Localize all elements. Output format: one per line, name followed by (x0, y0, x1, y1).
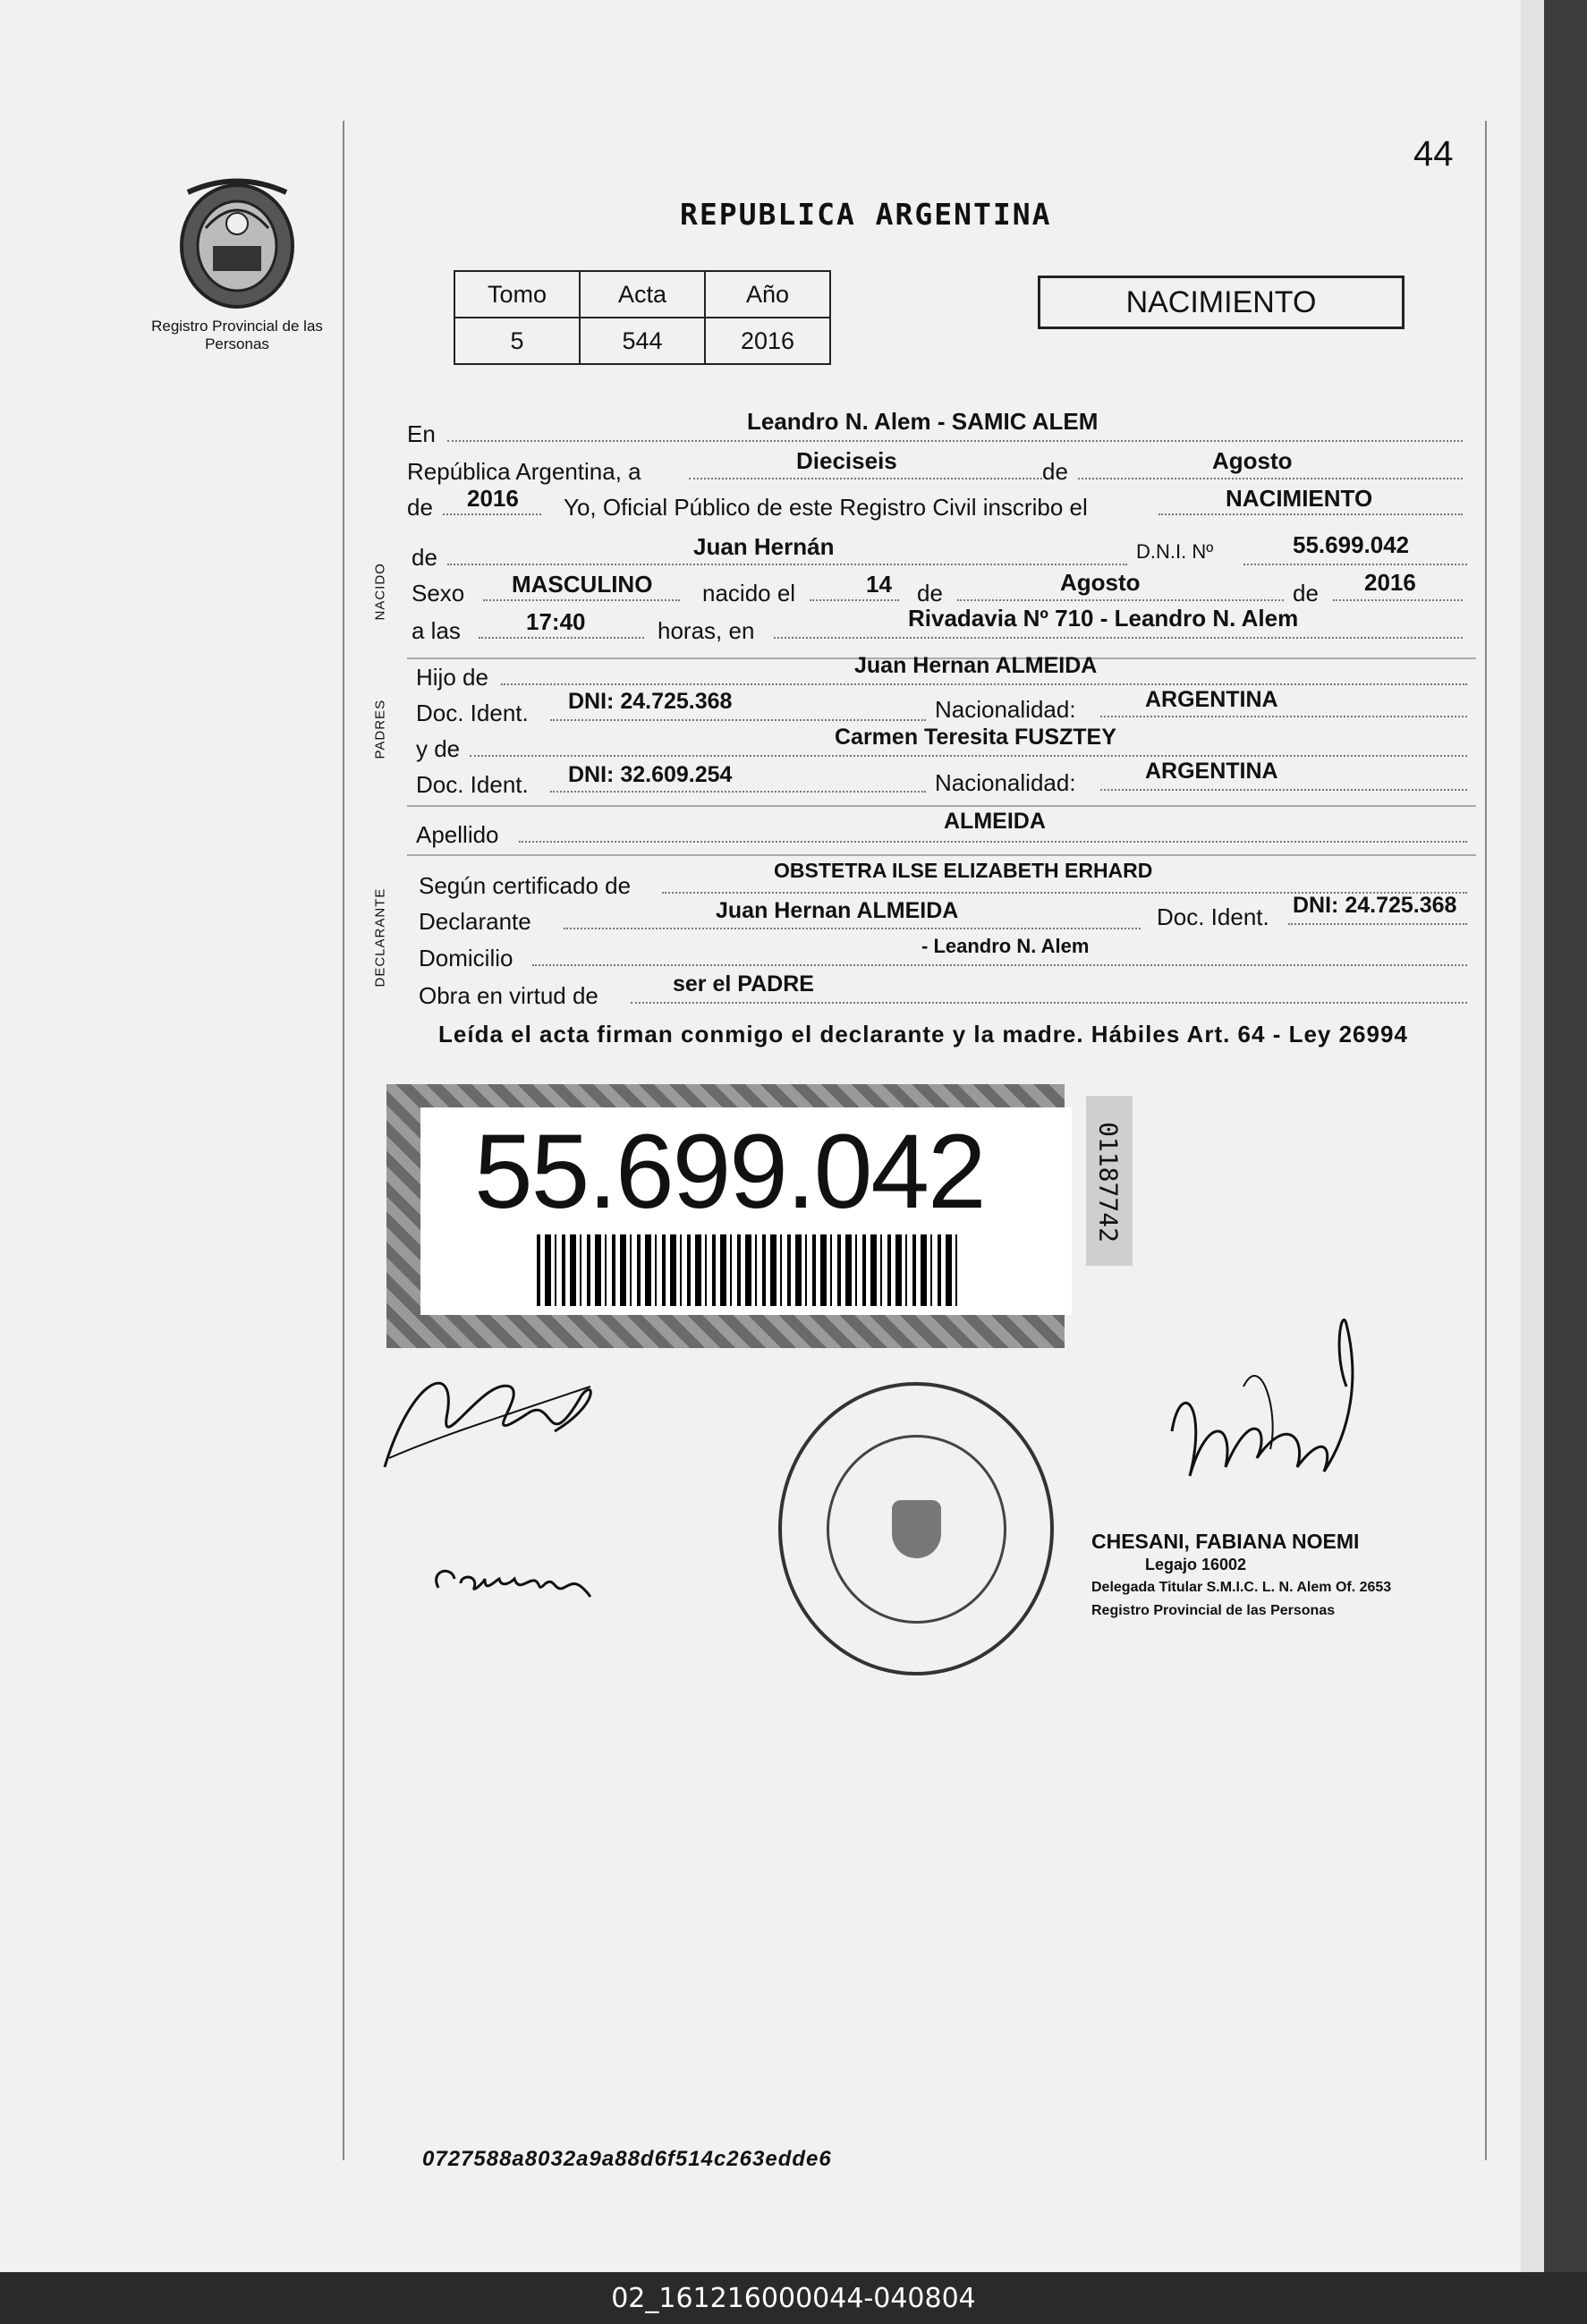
value-anio: 2016 (467, 485, 519, 512)
value-sexo: MASCULINO (512, 571, 653, 598)
right-margin-line (1485, 121, 1487, 2160)
value-dia-texto: Dieciseis (796, 447, 897, 474)
value-madre-nac: ARGENTINA (1145, 759, 1278, 784)
value-apellido: ALMEIDA (944, 809, 1046, 834)
dni-sticker (420, 1107, 1072, 1315)
dotted-line (1100, 789, 1467, 791)
value-obra: ser el PADRE (673, 971, 814, 997)
label-republica: República Argentina, a (407, 458, 641, 485)
label-nacionalidad: Nacionalidad: (935, 696, 1076, 723)
register-header-tomo: Tomo (454, 271, 580, 318)
register-value-tomo: 5 (454, 318, 580, 364)
seal-crest-icon (892, 1500, 941, 1558)
dotted-line (470, 755, 1467, 757)
value-domicilio: - Leandro N. Alem (921, 935, 1090, 957)
left-margin-line (343, 121, 344, 2160)
dotted-line (1243, 564, 1467, 565)
mother-signature-icon (429, 1552, 599, 1606)
value-madre-doc: DNI: 32.609.254 (568, 762, 733, 787)
observations-text: Leída el acta firman conmigo el declarante y la madre. Hábiles Art. 64 - Ley 26994 (438, 1021, 1408, 1047)
label-de-name: de (412, 544, 437, 571)
label-a-las: a las (412, 617, 461, 644)
label-de-year: de (407, 494, 433, 521)
value-padre-nac: ARGENTINA (1145, 687, 1278, 712)
label-de-year2: de (1293, 580, 1319, 606)
value-dni: 55.699.042 (1293, 531, 1410, 558)
dotted-line (550, 791, 926, 793)
label-doc-ident: Doc. Ident. (416, 700, 529, 726)
section-nacido: NACIDO (372, 563, 388, 621)
value-tipo: NACIMIENTO (1226, 485, 1373, 512)
label-dni: D.N.I. Nº (1136, 540, 1214, 563)
label-en: En (407, 420, 436, 447)
label-oficial: Yo, Oficial Público de este Registro Civil inscribo el (564, 494, 1088, 521)
value-mes: Agosto (1212, 447, 1293, 474)
dotted-line (564, 928, 1141, 929)
value-lugar-nac: Rivadavia Nº 710 - Leandro N. Alem (908, 605, 1299, 632)
dotted-line (501, 683, 1467, 685)
label-sexo: Sexo (412, 580, 465, 606)
label-de-day: de (917, 580, 943, 606)
label-doc-ident3: Doc. Ident. (1157, 903, 1269, 930)
label-nacionalidad2: Nacionalidad: (935, 769, 1076, 796)
label-obra: Obra en virtud de (419, 982, 598, 1009)
file-id: 02_161216000044-040804 (611, 2282, 976, 2314)
official-signature-block (1091, 1530, 1391, 1623)
value-declarante: Juan Hernan ALMEIDA (716, 898, 959, 923)
official-signature-icon (1154, 1297, 1387, 1521)
label-y-de: y de (416, 735, 461, 762)
official-name: CHESANI, FABIANA NOEMI (1091, 1530, 1360, 1553)
label-doc-ident2: Doc. Ident. (416, 771, 529, 798)
dotted-line (519, 841, 1467, 843)
value-certificado: OBSTETRA ILSE ELIZABETH ERHARD (774, 859, 1153, 882)
dotted-line (532, 964, 1467, 966)
dotted-line (689, 478, 1042, 479)
register-header-acta: Acta (580, 271, 705, 318)
dotted-line (483, 599, 680, 601)
registry-logo (148, 174, 327, 353)
value-madre: Carmen Teresita FUSZTEY (835, 725, 1116, 750)
dotted-line (443, 513, 541, 515)
label-horas: horas, en (658, 617, 755, 644)
dotted-line (957, 599, 1284, 601)
official-office: Registro Provincial de las Personas (1091, 1603, 1336, 1618)
dotted-line (550, 719, 926, 721)
dotted-line (479, 637, 644, 639)
sticker-number: 55.699.042 (474, 1113, 985, 1231)
document-hash: 0727588a8032a9a88d6f514c263edde6 (422, 2147, 832, 2171)
serial-tag (1086, 1096, 1133, 1266)
dotted-line (774, 637, 1463, 639)
value-declarante-doc: DNI: 24.725.368 (1293, 893, 1457, 918)
register-table (454, 270, 831, 365)
logo-label: Registro Provincial de las Personas (151, 318, 323, 352)
provincial-coat-of-arms-icon (170, 174, 304, 313)
value-anio-nac: 2016 (1364, 569, 1416, 596)
file-id-bar (0, 2272, 1587, 2324)
value-padre-doc: DNI: 24.725.368 (568, 689, 733, 714)
official-seal (778, 1382, 1054, 1675)
label-hijo-de: Hijo de (416, 664, 488, 691)
label-de-month: de (1042, 458, 1068, 485)
page-edge (1521, 0, 1544, 2272)
declarant-signature-icon (376, 1360, 608, 1485)
section-padres: PADRES (372, 699, 388, 759)
dotted-line (631, 1002, 1467, 1004)
dotted-line (1333, 599, 1463, 601)
dotted-line (447, 440, 1463, 442)
value-mes-nac: Agosto (1060, 569, 1141, 596)
label-domicilio: Domicilio (419, 945, 513, 971)
section-separator (407, 805, 1476, 807)
dotted-line (1078, 478, 1463, 479)
section-declarante: DECLARANTE (372, 887, 388, 988)
dotted-line (1158, 513, 1463, 515)
label-segun: Según certificado de (419, 872, 632, 899)
label-nacido: nacido el (702, 580, 796, 606)
page-number: 44 (1413, 134, 1454, 174)
value-hora: 17:40 (526, 608, 586, 635)
document-title: REPUBLICA ARGENTINA (680, 197, 1052, 232)
seal-inner-ring (827, 1435, 1006, 1624)
label-declarante: Declarante (419, 908, 531, 935)
register-value-anio: 2016 (705, 318, 830, 364)
official-role: Delegada Titular S.M.I.C. L. N. Alem Of. 2653 (1091, 1580, 1392, 1595)
barcode-icon (537, 1234, 957, 1306)
value-padre: Juan Hernan ALMEIDA (854, 653, 1098, 678)
value-lugar: Leandro N. Alem - SAMIC ALEM (747, 408, 1099, 435)
sticker-serial: 01187742 (1093, 1122, 1124, 1243)
label-apellido: Apellido (416, 821, 499, 848)
dotted-line (1100, 716, 1467, 717)
dotted-line (810, 599, 899, 601)
official-legajo: Legajo 16002 (1145, 1556, 1247, 1573)
register-header-anio: Año (705, 271, 830, 318)
record-type-box: NACIMIENTO (1038, 276, 1405, 329)
value-dia: 14 (866, 571, 892, 598)
dotted-line (447, 564, 1127, 565)
section-separator (407, 854, 1476, 856)
dotted-line (1288, 923, 1467, 925)
register-value-acta: 544 (580, 318, 705, 364)
value-nombre: Juan Hernán (693, 533, 835, 560)
